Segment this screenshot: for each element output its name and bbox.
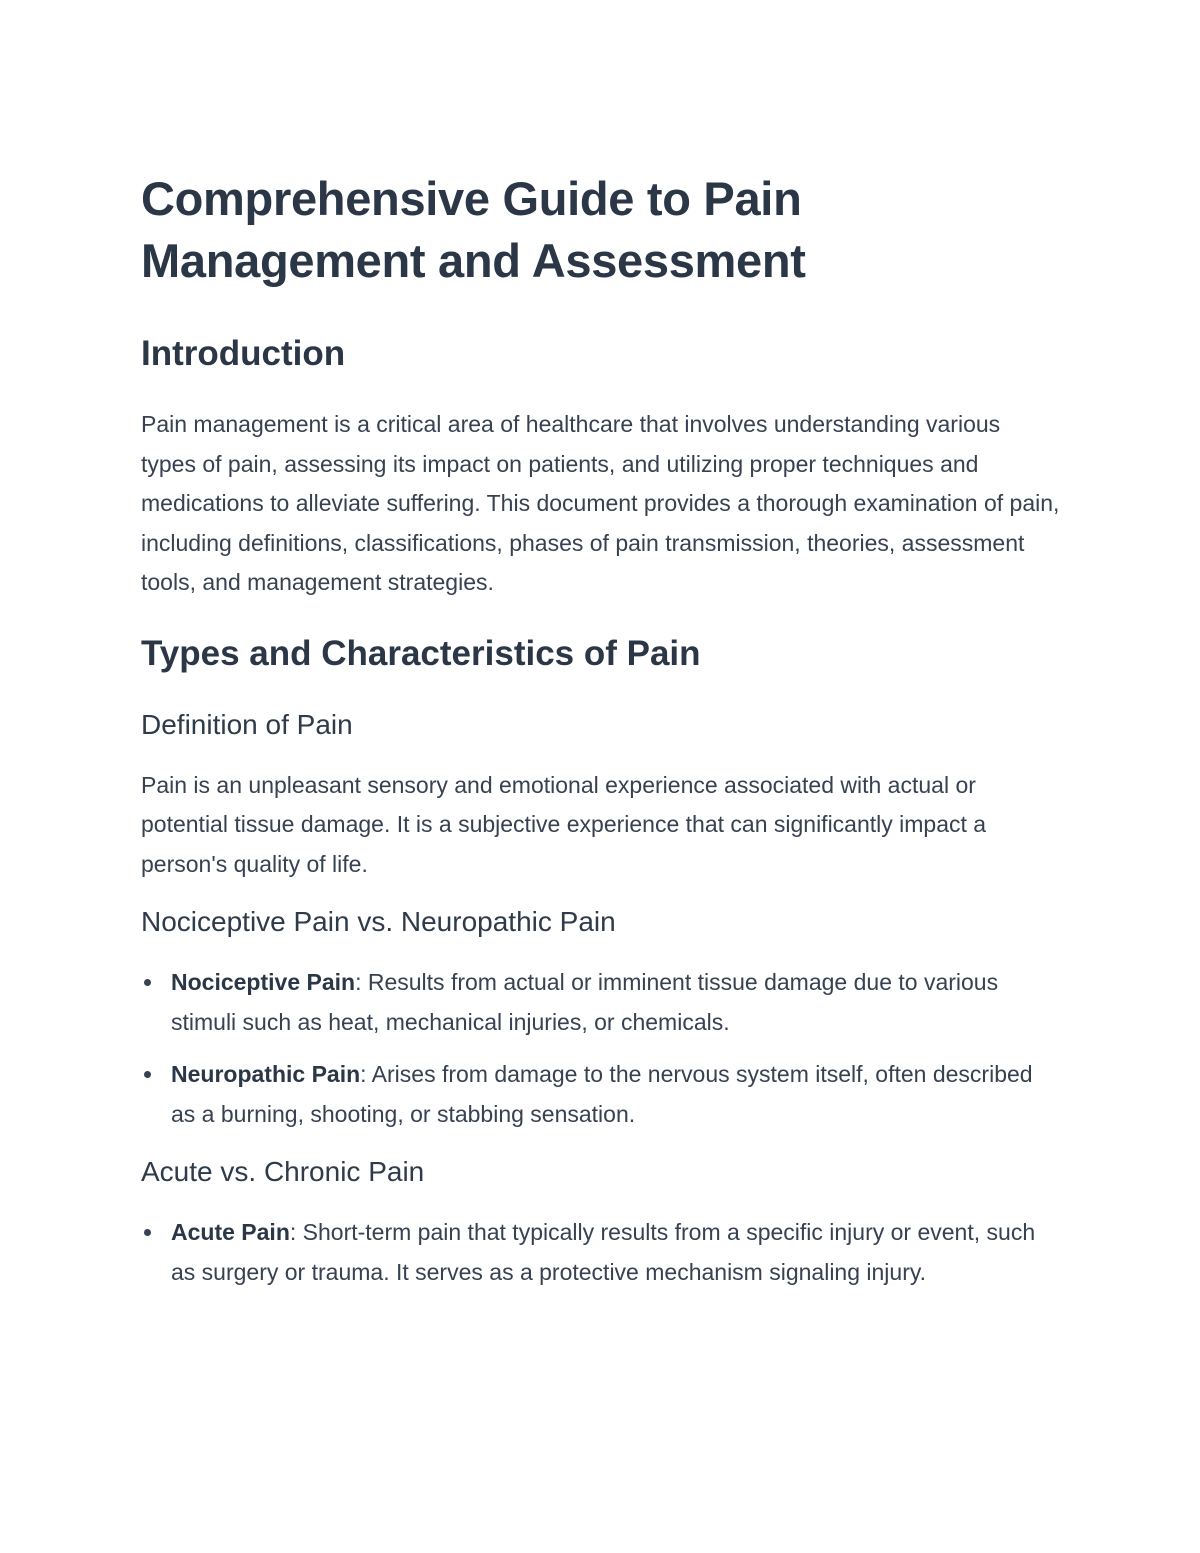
bullet-icon [144, 1071, 151, 1078]
document-title: Comprehensive Guide to Pain Management and Assessment [141, 172, 806, 287]
list-item [141, 1054, 1060, 1134]
introduction-paragraph: Pain management is a critical area of healthcare that involves understanding various types of pain, assessing its impact on patients, and utilizing proper techniques and medications to alleviate suffering. This document provides a thorough examination of pain, including definitions, classifications, phases of pain transmission, theories, assessment tools, and management strategies. [141, 411, 1060, 595]
definition-heading: Definition of Pain [141, 708, 353, 740]
list-item-term: Nociceptive Pain [171, 969, 356, 995]
bullet-icon [144, 1229, 151, 1236]
types-heading: Types and Characteristics of Pain [141, 633, 701, 673]
list-item-text: : Results from actual or imminent tissue damage due to various stimuli such as heat, mechanical injuries, or chemicals. [171, 969, 999, 1035]
list-item-text: : Arises from damage to the nervous system itself, often described as a burning, shooting, or stabbing sensation. [171, 1061, 1033, 1127]
list-item [141, 962, 1060, 1042]
definition-paragraph: Pain is an unpleasant sensory and emotional experience associated with actual or potential tissue damage. It is a subjective experience that can significantly impact a person's quality of life. [141, 771, 987, 877]
list-item-term: Neuropathic Pain [171, 1061, 361, 1087]
nociceptive-vs-neuropathic-heading: Nociceptive Pain vs. Neuropathic Pain [141, 906, 616, 937]
introduction-heading: Introduction [141, 334, 346, 373]
list-item-term: Acute Pain [171, 1219, 290, 1245]
bullet-icon [144, 979, 151, 986]
list-item [141, 1212, 1060, 1292]
acute-vs-chronic-heading: Acute vs. Chronic Pain [141, 1156, 425, 1187]
list-item-text: : Short-term pain that typically results from a specific injury or event, such as surgery or trauma. It serves as a protective mechanism signaling injury. [171, 1219, 1036, 1285]
acute-vs-chronic-list [141, 1212, 1060, 1292]
nociceptive-vs-neuropathic-list [141, 962, 1060, 1134]
